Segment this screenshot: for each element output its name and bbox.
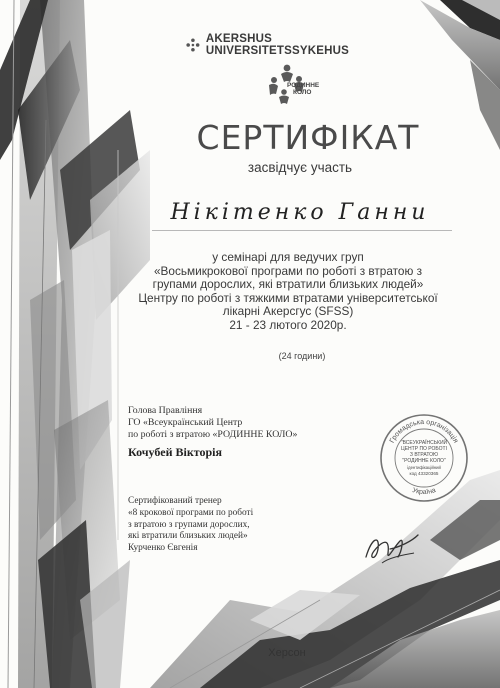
trainer-name: Курченко Євгенія: [128, 543, 198, 554]
stamp-code: код 43320365: [409, 471, 439, 476]
org-name-line-1: ГО «Всеукраїнський Центр: [128, 417, 243, 428]
trainer-block: [128, 496, 328, 555]
desc-line: 21 - 23 лютого 2020р.: [229, 317, 347, 332]
desc-line: у семінарі для ведучих груп: [212, 250, 364, 264]
stamp-center-line: ЦЕНТР ПО РОБОТІ: [401, 446, 447, 452]
recipient-name: Нікітенко Ганни: [170, 200, 430, 225]
stamp-code-label: ідентифікаційний: [407, 465, 441, 470]
org-head-name: Кочубей Вікторія: [128, 445, 222, 459]
svg-text:Україна: [411, 487, 437, 496]
trainer-line: «8 крокової програми по роботі: [128, 507, 254, 518]
footer-city: Херсон: [268, 647, 306, 659]
rodynne-kolo-logo-text: [287, 82, 323, 96]
recipient-underline: [152, 230, 452, 231]
stamp-center-line: "РОДИННЕ КОЛО": [402, 458, 446, 464]
org-name-line-2: по роботі з втратою «РОДИННЕ КОЛО»: [128, 429, 298, 440]
stamp-outer-top: Громадська організація: [388, 418, 460, 445]
org-role: Голова Правління: [128, 405, 203, 416]
stamp-center-line: "ВСЕУКРАЇНСЬКИЙ: [400, 440, 448, 446]
trainer-line: Сертифікований тренер: [128, 496, 222, 506]
organization-stamp: [378, 412, 470, 504]
akershus-brand: [186, 33, 416, 57]
trainer-line: які втратили близьких людей»: [128, 531, 248, 542]
desc-line: Центру по роботі з тяжкими втратами університетської: [138, 290, 438, 305]
seminar-hours: (24 години): [278, 351, 326, 361]
desc-line: лікарні Акерсгус (SFSS): [222, 304, 354, 319]
seminar-description: [128, 251, 448, 333]
handwritten-signature: [360, 527, 420, 567]
trainer-line: з втратою з групами дорослих,: [128, 519, 250, 530]
akershus-cross-icon: [186, 38, 200, 52]
organization-block: [128, 405, 338, 441]
logo-line-1: РОДИННЕ: [287, 82, 320, 89]
desc-line: групами дорослих, які втратили близьких людей»: [152, 277, 424, 292]
logo-line-2: КОЛО: [293, 89, 312, 96]
stamp-center-line: З ВТРАТОЮ: [409, 452, 439, 458]
certificate-title: СЕРТИФІКАТ: [196, 118, 420, 157]
stamp-outer-bottom: Україна: [411, 486, 437, 497]
desc-line: «Восьмикрокової програми по роботі з втратою з: [153, 263, 423, 278]
certificate-subtitle: засвідчує участь: [247, 160, 353, 175]
akershus-brand-name: AKERSHUS UNIVERSITETSSYKEHUS: [205, 33, 349, 57]
